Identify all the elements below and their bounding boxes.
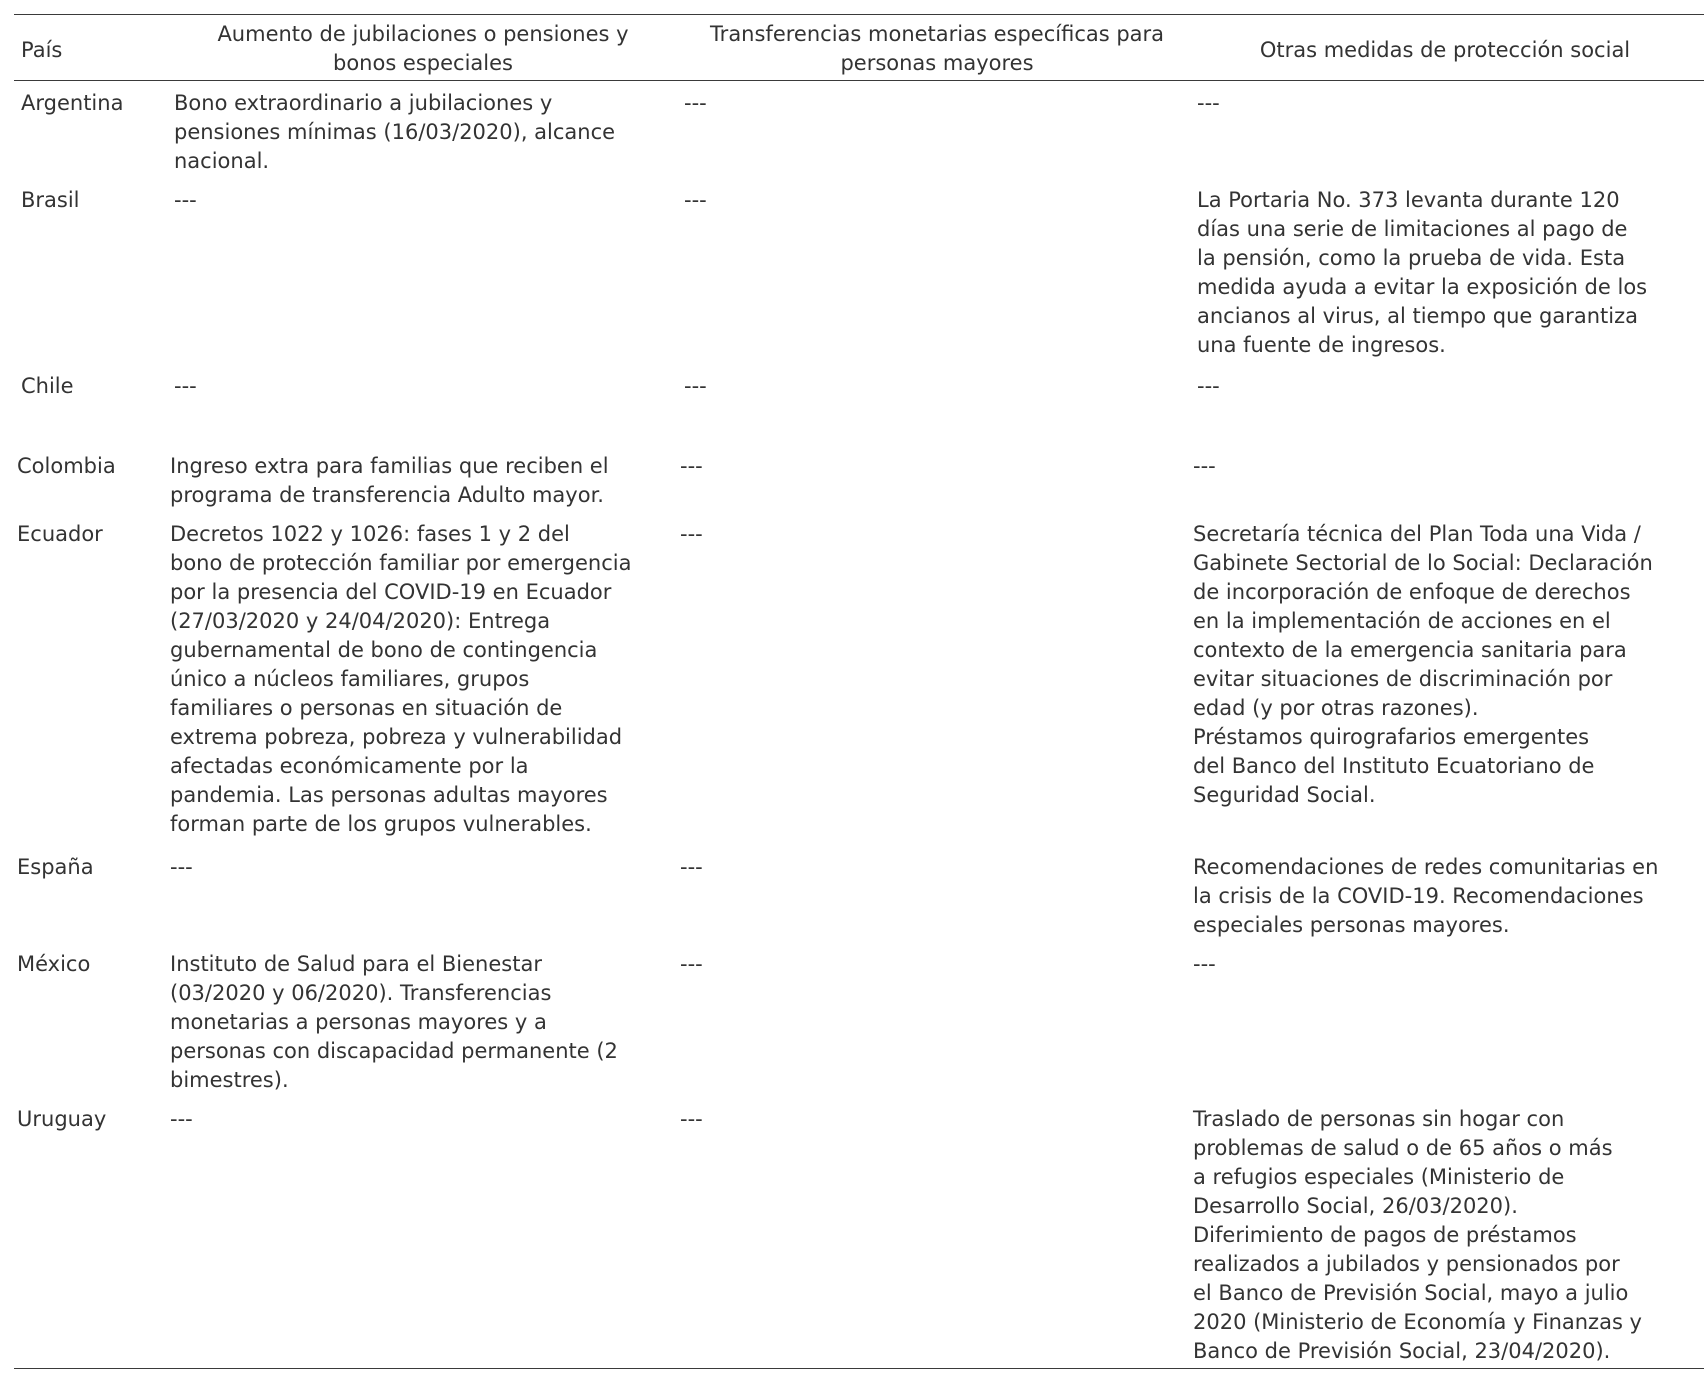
table-row-brasil-otras: La Portaria No. 373 levanta durante 120 días una serie de limitaciones al pago de la pensión, como la prueba de vida. Esta medida ayuda a evitar la exposición de los ancianos al virus, al tiempo que garantiza una fuente de ingresos. bbox=[1197, 188, 1648, 357]
table-row-uruguay-country: Uruguay bbox=[17, 1107, 107, 1131]
table-row-espana-otras: Recomendaciones de redes comunitarias en la crisis de la COVID-19. Recomendaciones especiales personas mayores. bbox=[1193, 855, 1659, 937]
table-row-chile-country: Chile bbox=[21, 374, 74, 398]
table-row-argentina-otras: --- bbox=[1197, 91, 1220, 115]
table-row-ecuador-otras: Secretaría técnica del Plan Toda una Vida / Gabinete Sectorial de lo Social: Declaración de incorporación de enfoque de derechos en la implementación de acciones en el contexto de la emergencia sanitaria para evitar situaciones de discriminación por edad (y por otras razones). Préstamos quirografarios emergentes del Banco del Instituto Ecuatoriano de Seguridad Social. bbox=[1193, 522, 1653, 807]
table-row-mexico-pensiones: Instituto de Salud para el Bienestar (03/2020 y 06/2020). Transferencias monetarias a personas mayores y a personas con discapacidad permanente (2 bimestres). bbox=[170, 952, 618, 1092]
table-row-chile-transferencias: --- bbox=[684, 374, 707, 398]
table-top-rule bbox=[14, 14, 1704, 15]
table-row-brasil-pensiones: --- bbox=[174, 188, 197, 212]
table-row-espana-transferencias: --- bbox=[680, 855, 703, 879]
header-pais: País bbox=[21, 38, 63, 62]
table-row-colombia-transferencias: --- bbox=[680, 454, 703, 478]
table-row-uruguay-pensiones: --- bbox=[170, 1107, 193, 1131]
table-bottom-rule bbox=[14, 1368, 1704, 1369]
table-row-ecuador-pensiones: Decretos 1022 y 1026: fases 1 y 2 del bono de protección familiar por emergencia por la presencia del COVID-19 en Ecuador (27/03/2020 y 24/04/2020): Entrega gubernamental de bono de contingencia único a núcleos familiares, grupos familiares o personas en situación de extrema pobreza, pobreza y vulnerabilidad afectadas económicamente por la pandemia. Las personas adultas mayores forman parte de los grupos vulnerables. bbox=[170, 522, 632, 836]
table-row-espana-pensiones: --- bbox=[170, 855, 193, 879]
table-row-argentina-transferencias: --- bbox=[684, 91, 707, 115]
header-transferencias-monetarias: Transferencias monetarias específicas para personas mayores bbox=[709, 22, 1165, 75]
table-row-colombia-country: Colombia bbox=[17, 454, 116, 478]
table-row-chile-otras: --- bbox=[1197, 374, 1220, 398]
table-row-brasil-transferencias: --- bbox=[684, 188, 707, 212]
table-row-colombia-otras: --- bbox=[1193, 454, 1216, 478]
table-row-uruguay-transferencias: --- bbox=[680, 1107, 703, 1131]
table-row-argentina-country: Argentina bbox=[21, 91, 124, 115]
table-row-argentina-pensiones: Bono extraordinario a jubilaciones y pensiones mínimas (16/03/2020), alcance nacional. bbox=[174, 91, 616, 173]
table-row-mexico-transferencias: --- bbox=[680, 952, 703, 976]
header-otras-medidas: Otras medidas de protección social bbox=[1259, 38, 1631, 62]
header-aumento-jubilaciones: Aumento de jubilaciones o pensiones y bonos especiales bbox=[217, 22, 629, 75]
table-row-mexico-otras: --- bbox=[1193, 952, 1216, 976]
table-row-ecuador-country: Ecuador bbox=[17, 522, 103, 546]
table-row-chile-pensiones: --- bbox=[174, 374, 197, 398]
table-row-ecuador-transferencias: --- bbox=[680, 522, 703, 546]
table-row-mexico-country: México bbox=[17, 952, 91, 976]
table-row-colombia-pensiones: Ingreso extra para familias que reciben el programa de transferencia Adulto mayor. bbox=[170, 454, 609, 507]
table-row-espana-country: España bbox=[17, 855, 94, 879]
table-row-brasil-country: Brasil bbox=[21, 188, 80, 212]
table-row-uruguay-otras: Traslado de personas sin hogar con problemas de salud o de 65 años o más a refugios especiales (Ministerio de Desarrollo Social, 26/03/2020). Diferimiento de pagos de préstamos realizados a jubilados y pensionados por el Banco de Previsión Social, mayo a julio 2020 (Ministerio de Economía y Finanzas y Banco de Previsión Social, 23/04/2020). bbox=[1193, 1107, 1642, 1363]
header-bottom-rule bbox=[14, 80, 1704, 81]
